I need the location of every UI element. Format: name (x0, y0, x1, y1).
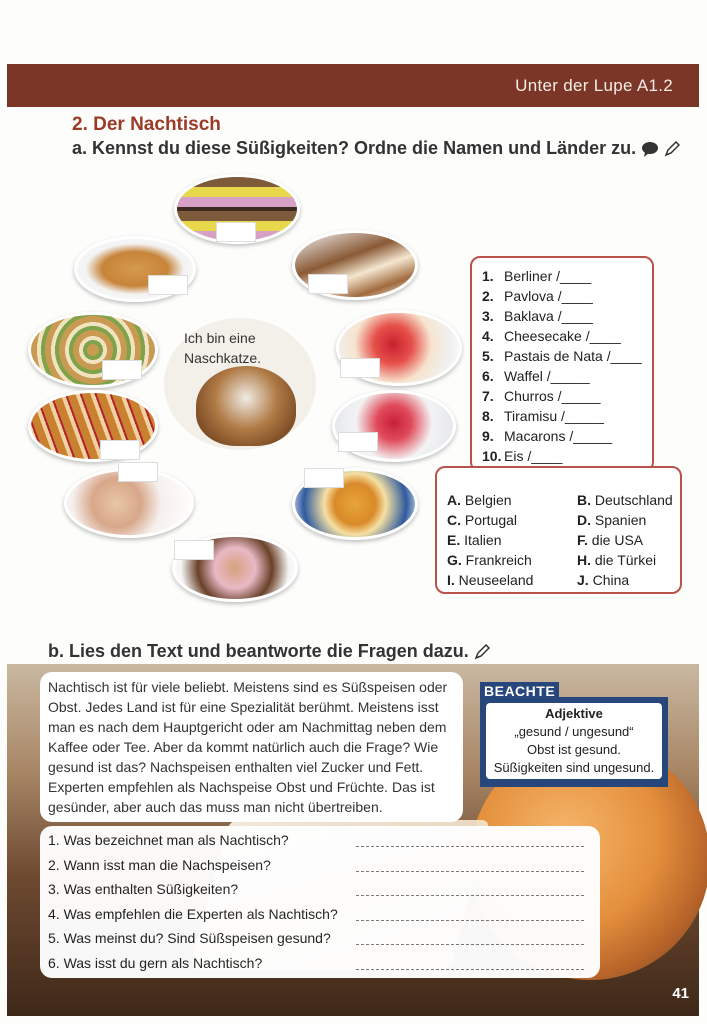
answer-line[interactable] (356, 895, 584, 896)
sweet-label: Pastais de Nata /____ (504, 348, 642, 364)
country-letter: B. (577, 492, 591, 508)
country-letter: C. (447, 512, 461, 528)
countries-box (435, 466, 682, 594)
task-b-text: b. Lies den Text und beantworte die Fragen dazu. (48, 641, 469, 661)
country-name: Neuseeland (458, 572, 534, 588)
sweet-item[interactable] (482, 326, 652, 346)
question-text: 4. Was empfehlen die Experten als Nachtisch? (48, 905, 338, 922)
task-a-heading (72, 138, 680, 159)
beachte-line: Obst ist gesund. (527, 742, 621, 757)
question-row (48, 904, 596, 926)
cat-speech-line: Ich bin eine (184, 330, 256, 346)
sweet-item[interactable] (482, 266, 652, 286)
sweet-label: Cheesecake /____ (504, 328, 621, 344)
beachte-content (486, 703, 662, 779)
reading-text: Nachtisch ist für viele beliebt. Meistens sind es Süßspeisen oder Obst. Jedes Land ist für eine Spezialität berühmt. Meistens isst man es nach dem Hauptgericht oder am Nachmittag neben dem Kaffee oder Tee. Aber da kommt natürlich auch die Frage? Wie gesund ist das? Nachspeisen enthalten viel Zucker und Fett. Experten empfehlen als Nachspeise Obst und Früchte. Das ist gesünder, aber auch das muss man nicht übertreiben. (48, 679, 448, 815)
answer-line[interactable] (356, 871, 584, 872)
country-name: Deutschland (594, 492, 673, 508)
answer-box[interactable] (340, 358, 380, 378)
sweet-label: Macarons /_____ (504, 428, 613, 444)
sweet-number: 4. (482, 328, 494, 344)
question-row (48, 879, 596, 901)
sweet-number: 3. (482, 308, 494, 324)
answer-line[interactable] (356, 969, 584, 970)
country-letter: F. (577, 532, 588, 548)
country-letter: H. (577, 552, 591, 568)
sweet-item[interactable] (482, 306, 652, 326)
sweet-label: Tiramisu /_____ (504, 408, 604, 424)
country-name: Belgien (464, 492, 512, 508)
country-name: Spanien (594, 512, 647, 528)
sweet-label: Berliner /____ (504, 268, 592, 284)
task-a-text: a. Kennst du diese Süßigkeiten? Ordne die Namen und Länder zu. (72, 138, 637, 158)
beachte-tag: BEACHTE (480, 682, 559, 700)
sweet-number: 7. (482, 388, 494, 404)
sweets-list-box (470, 256, 654, 472)
country-name: China (592, 572, 630, 588)
answer-box[interactable] (304, 468, 344, 488)
sweet-item[interactable] (482, 366, 652, 386)
question-row (48, 953, 596, 975)
beachte-box (480, 697, 668, 787)
country-name: die Türkei (594, 552, 657, 568)
answer-line[interactable] (356, 846, 584, 847)
beachte-line: „gesund / ungesund“ (514, 724, 634, 739)
sweet-item[interactable] (482, 386, 652, 406)
beachte-line: Süßigkeiten sind ungesund. (493, 760, 655, 775)
country-letter: J. (577, 572, 589, 588)
country-item (447, 510, 577, 530)
task-b-heading (48, 641, 490, 662)
answer-box[interactable] (102, 360, 142, 380)
sweet-number: 10. (482, 448, 502, 464)
sweet-number: 2. (482, 288, 494, 304)
sweets-list (482, 266, 652, 466)
country-letter: E. (447, 532, 461, 548)
sweet-item[interactable] (482, 346, 652, 366)
country-item (447, 490, 577, 510)
sweet-item[interactable] (482, 426, 652, 446)
cat-face (196, 366, 296, 446)
sweet-number: 8. (482, 408, 494, 424)
answer-box[interactable] (100, 440, 140, 460)
sweet-number: 6. (482, 368, 494, 384)
country-item (577, 510, 681, 530)
answer-box[interactable] (174, 540, 214, 560)
sweet-label: Churros /_____ (504, 388, 601, 404)
sweet-item[interactable] (482, 286, 652, 306)
country-item (447, 530, 577, 550)
country-letter: I. (447, 572, 455, 588)
country-item (577, 570, 681, 590)
sweet-item[interactable] (482, 406, 652, 426)
answer-box[interactable] (118, 462, 158, 482)
book-title: Unter der Lupe A1.2 (515, 76, 673, 95)
questions-card (40, 826, 600, 978)
question-row (48, 830, 596, 852)
country-item (447, 570, 577, 590)
sweet-number: 9. (482, 428, 494, 444)
sweet-number: 5. (482, 348, 494, 364)
answer-box[interactable] (148, 275, 188, 295)
section-title: 2. Der Nachtisch (72, 114, 221, 135)
answer-box[interactable] (216, 222, 256, 242)
question-text: 1. Was bezeichnet man als Nachtisch? (48, 832, 289, 848)
reading-text-card (40, 672, 463, 822)
question-text: 5. Was meinst du? Sind Süßspeisen gesund? (48, 930, 331, 946)
country-item (577, 490, 681, 510)
country-item (447, 550, 577, 570)
beachte-title: Adjektive (545, 706, 603, 721)
page-number: 41 (672, 985, 689, 1002)
sweet-label: Eis /____ (504, 448, 563, 464)
question-text: 2. Wann isst man die Nachspeisen? (48, 856, 271, 873)
country-name: die USA (591, 532, 644, 548)
country-letter: G. (447, 552, 462, 568)
speech-bubble-icon (641, 141, 659, 157)
country-letter: D. (577, 512, 591, 528)
sweet-label: Pavlova /____ (504, 288, 593, 304)
question-row (48, 855, 596, 877)
answer-line[interactable] (356, 944, 584, 945)
answer-box[interactable] (308, 274, 348, 294)
country-name: Frankreich (465, 552, 532, 568)
question-row (48, 928, 596, 950)
sweet-label: Waffel /_____ (504, 368, 590, 384)
countries-grid (447, 490, 681, 590)
sweet-item[interactable] (482, 446, 652, 466)
cat-speech-line: Naschkatze. (184, 350, 262, 366)
country-name: Italien (464, 532, 502, 548)
cat-speech (184, 328, 261, 368)
country-name: Portugal (464, 512, 518, 528)
answer-line[interactable] (356, 920, 584, 921)
pencil-icon (664, 141, 680, 157)
country-item (577, 550, 681, 570)
question-text: 6. Was isst du gern als Nachtisch? (48, 954, 263, 971)
sweet-label: Baklava /____ (504, 308, 593, 324)
answer-box[interactable] (338, 432, 378, 452)
question-text: 3. Was enthalten Süßigkeiten? (48, 881, 239, 897)
pencil-icon (474, 644, 490, 660)
sweet-number: 1. (482, 268, 494, 284)
country-letter: A. (447, 492, 461, 508)
country-item (577, 530, 681, 550)
